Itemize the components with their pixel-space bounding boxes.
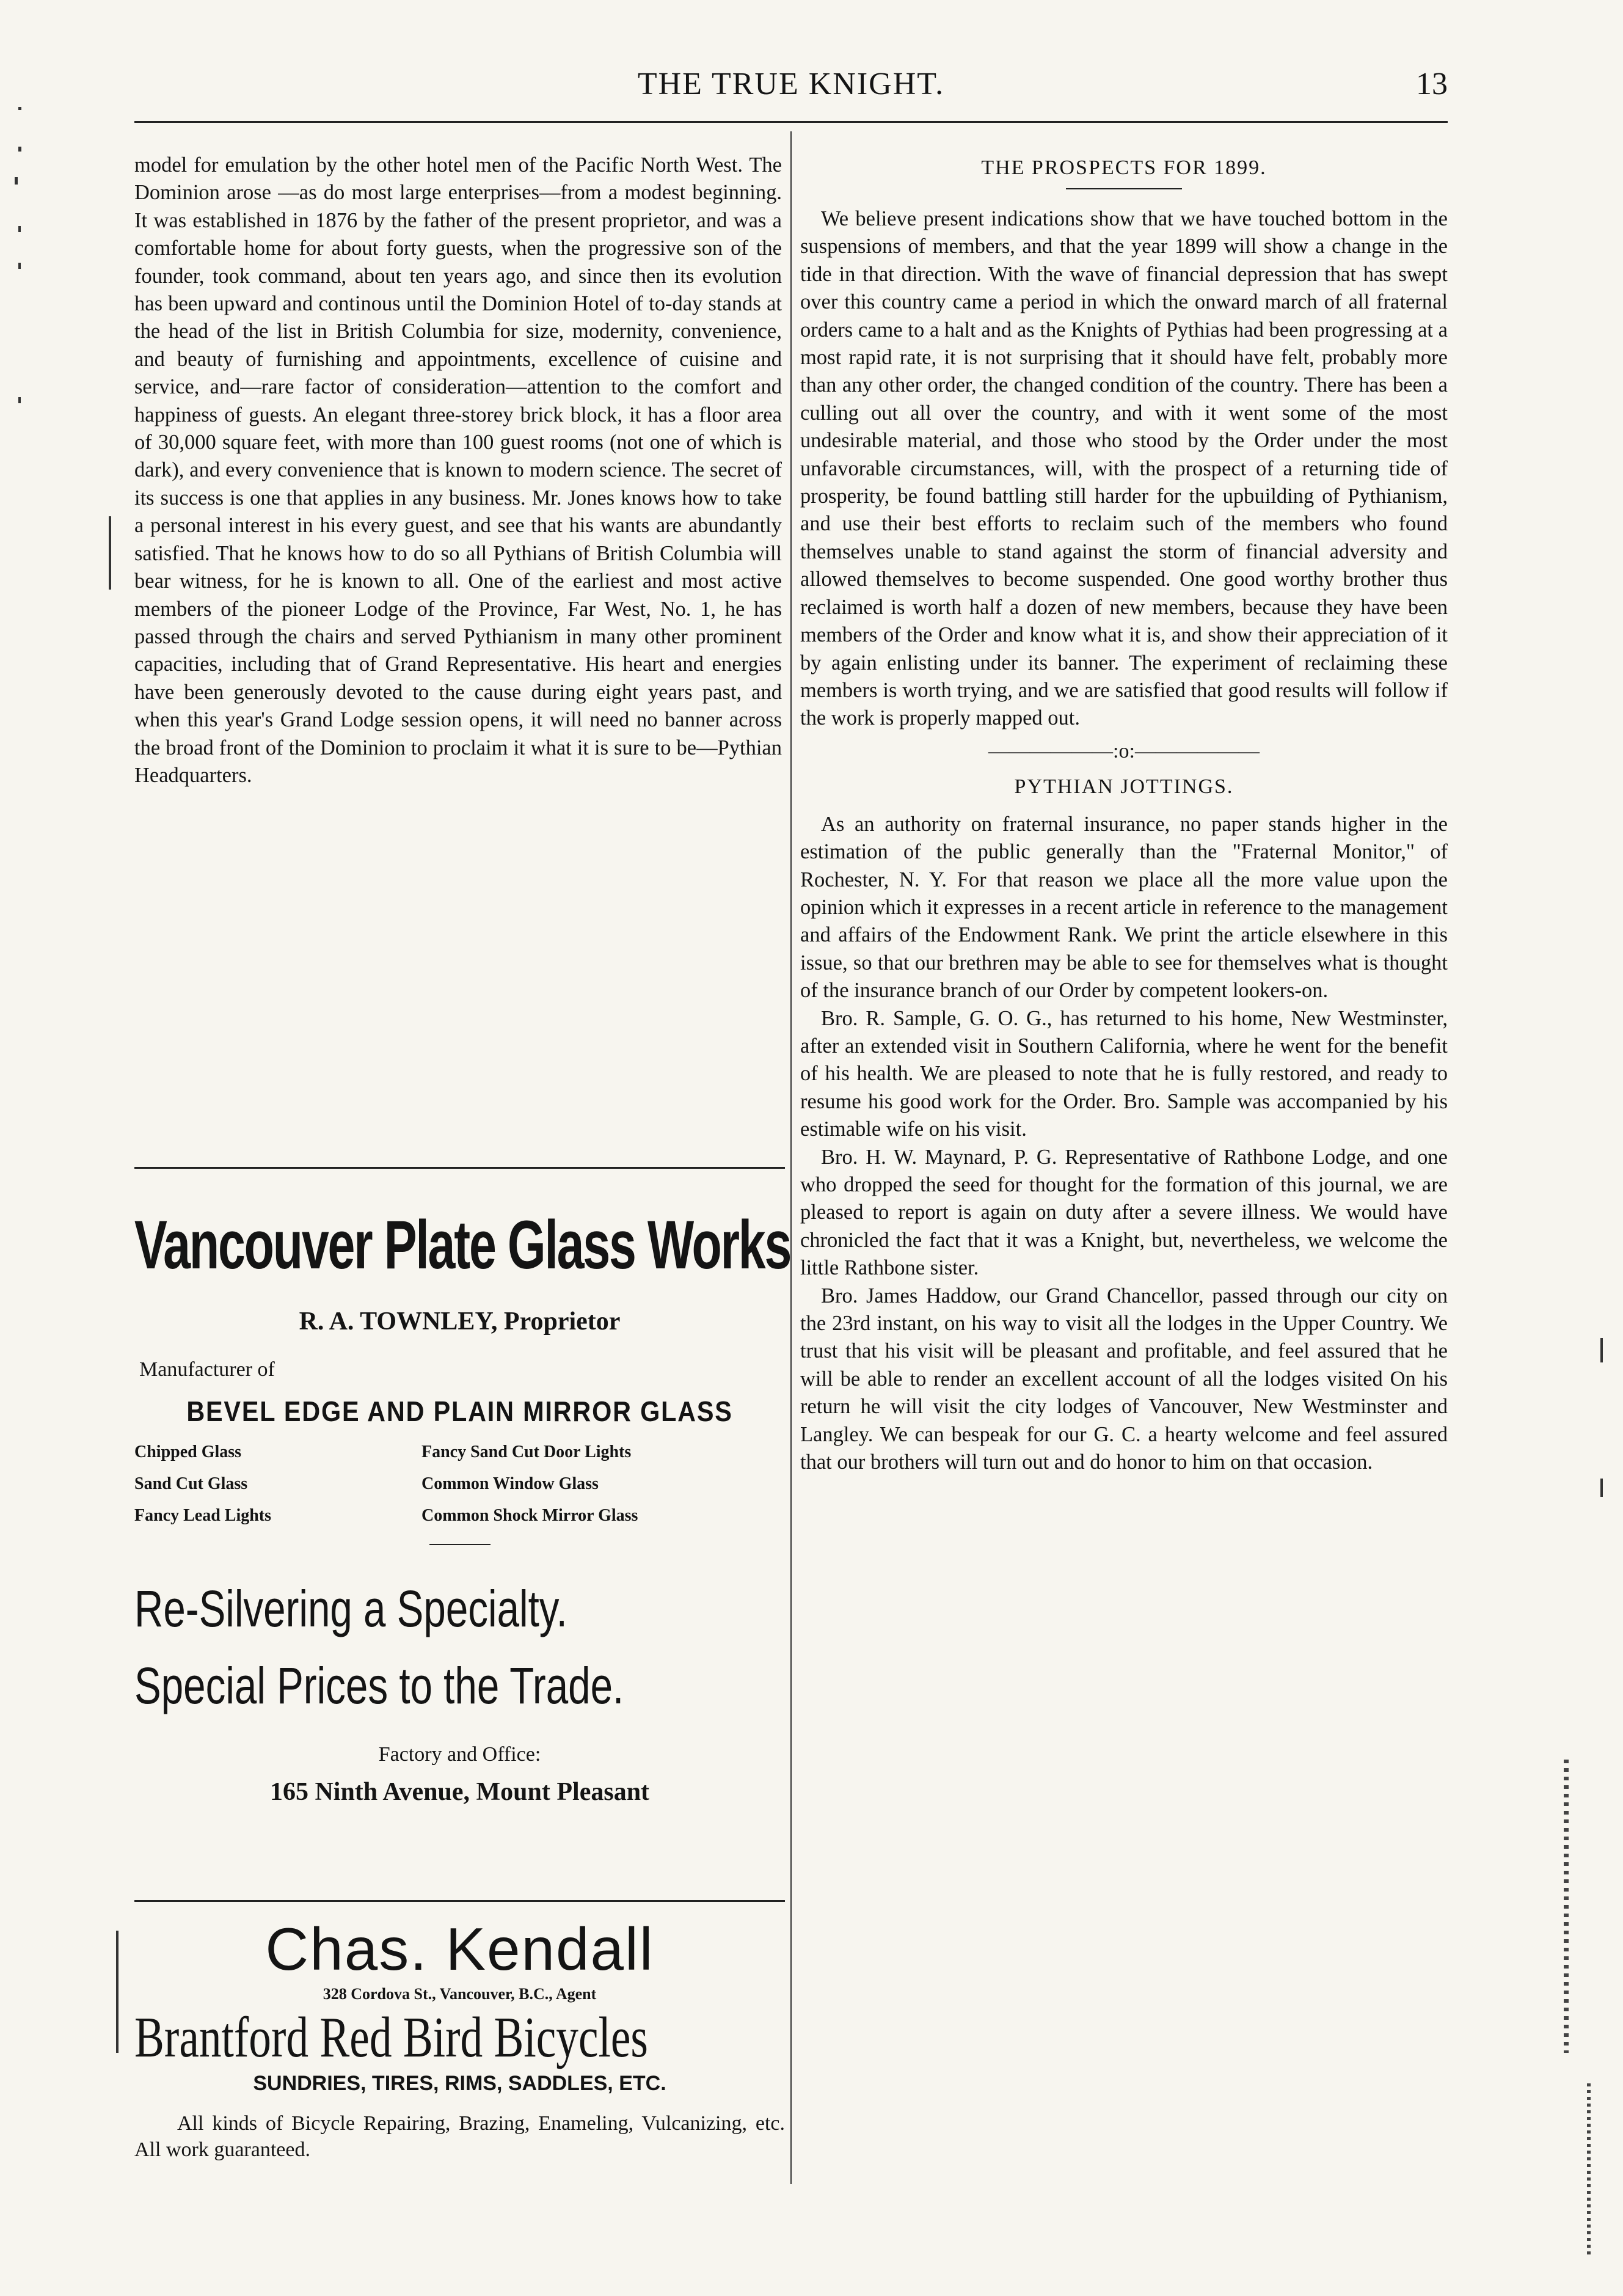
header-rule [134, 121, 1448, 123]
ad-bicycle-brand: Brantford Red Bird Bicycles [134, 2006, 648, 2069]
scan-mark [1600, 1479, 1603, 1497]
jotting-paragraph: As an authority on fraternal insurance, no paper stands higher in the estimation of the public generally than the "Fraternal Monitor," of Rochester, N. Y. For that reason we place all the more value upon the opinion which it expresses in a recent article in reference to the management and affairs of the Endowment Rank. We print the article elsewhere in this issue, so that our brethren may be able to see for themselves what is thought of the insurance branch of our Order by competent lookers-on. [800, 812, 1448, 1003]
ad-product-item: Chipped Glass [134, 1442, 242, 1461]
page-header [134, 66, 1448, 115]
scan-mark [18, 397, 21, 403]
heading-rule [1066, 188, 1182, 189]
scan-mark [109, 516, 111, 590]
ad-divider-rule [134, 1900, 785, 1902]
jotting-paragraph: Bro. James Haddow, our Grand Chancellor, passed through our city on the 23rd instant, on his way to visit all the lodges in the Upper Country. We trust that his visit will be pleasant and profitable, and feel assured that he will be able to render an excellent account of all the lodges visited On his return he will visit the city lodges of Vancouver, New Westminster and Langley. We can bespeak for our G. C. a hearty welcome and feel assured that our brothers will turn out and do honor to him on that occasion. [800, 1284, 1448, 1474]
scan-mark [1587, 2083, 1591, 2254]
ad-product-item: Sand Cut Glass [134, 1474, 248, 1493]
bicycle-advertisement [134, 1900, 785, 2163]
page-number: 13 [1416, 67, 1448, 101]
ad-top-rule [134, 1167, 785, 1169]
jotting-paragraph: Bro. R. Sample, G. O. G., has returned to his home, New Westminster, after an extended visit in Southern California, where he went for the benefit of his health. We are pleased to note that he is fully restored, and ready to resume his good work for the Order. Bro. Sample was accompanied by his estimable wife on his visit. [800, 1006, 1448, 1141]
scan-mark [1564, 1760, 1569, 2053]
scan-mark [1600, 1338, 1603, 1362]
ad-maker-label: Manufacturer of [139, 1358, 275, 1381]
ad-repairs-text: All kinds of Bicycle Repairing, Brazing, Enameling, Vulcanizing, etc. All work guaranteed. [134, 2112, 785, 2161]
ad-address: 165 Ninth Avenue, Mount Pleasant [269, 1778, 650, 1806]
dominion-hotel-article: model for emulation by the other hotel men of the Pacific North West. The Dominion arose —as do most large enterprises—from a modest beginning. It was established in 1876 by the father of the present proprietor, and was a comfortable home for about forty guests, when the progressive son of the founder, took command, about ten years ago, and since then its evolution has been upward and continous until the Dominion Hotel of to-day stands at the head of the list in British Columbia for size, modernity, convenience, and beauty of furnishing and appointments, excellence of cuisine and service, and—rare factor of consideration—attention to the comfort and happiness of guests. An elegant three-storey brick block, it has a floor area of 30,000 square feet, with more than 100 guest rooms (not one of which is dark), and every convenience that is known to modern science. The secret of its success is one that applies in any business. Mr. Jones knows how to take a personal interest in his every guest, and see that his wants are abundantly satisfied. That he knows how to do so all Pythians of British Columbia will bear witness, for he is known to all. One of the earliest and most active members of the pioneer Lodge of the Province, Far West, No. 1, he has passed through the chairs and served Pythianism in many other prominent capacities, including that of Grand Representative. His heart and energies have been generously devoted to the cause during eight years past, and when this year's Grand Lodge session opens, it will need no banner across the broad front of the Dominion to proclaim it what it is sure to be—Pythian Headquarters. [134, 153, 782, 787]
scan-mark [18, 147, 21, 152]
right-column [800, 152, 1448, 1476]
ad-slogan-resilvering: Re-Silvering a Specialty. [134, 1580, 567, 1637]
section-separator: ——————:o:—————— [988, 739, 1260, 762]
scan-mark [15, 177, 18, 185]
ad-short-rule [429, 1544, 491, 1545]
jotting-paragraph: Bro. H. W. Maynard, P. G. Representative of Rathbone Lodge, and one who dropped the seed for thought for the formation of this journal, we are pleased to report is again on duty after a severe illness. We would have chronicled the fact that it was a Knight, but, nevertheless, we welcome the little Rathbone sister. [800, 1145, 1448, 1280]
glass-works-advertisement [134, 1167, 791, 1807]
scan-mark [116, 1931, 119, 2053]
ad-factory-label: Factory and Office: [378, 1743, 541, 1766]
ad-product-item: Fancy Lead Lights [134, 1506, 272, 1525]
ad-product-item: Common Window Glass [421, 1474, 599, 1493]
ad-product-item: Common Shock Mirror Glass [421, 1506, 638, 1525]
scan-mark [18, 226, 21, 232]
ad-sundries: SUNDRIES, TIRES, RIMS, SADDLES, ETC. [253, 2072, 666, 2095]
ad-product-list [134, 1442, 785, 1526]
running-title: THE TRUE KNIGHT. [637, 67, 945, 101]
left-column [134, 152, 782, 789]
ad-agent-address: 328 Cordova St., Vancouver, B.C., Agent [323, 1985, 597, 2003]
jottings-heading: PYTHIAN JOTTINGS. [1014, 775, 1234, 798]
ad-agent-name: Chas. Kendall [265, 1915, 654, 1983]
prospects-heading: THE PROSPECTS FOR 1899. [981, 156, 1267, 179]
scan-mark [18, 263, 21, 269]
ad-proprietor: R. A. TOWNLEY, Proprietor [299, 1307, 621, 1336]
ad-company-name: Vancouver Plate Glass Works [134, 1207, 791, 1283]
ad-product-line: BEVEL EDGE AND PLAIN MIRROR GLASS [186, 1395, 733, 1427]
scan-mark [18, 107, 21, 110]
prospects-article: We believe present indications show that we have touched bottom in the suspensions of members, and that the year 1899 will show a change in the tide in that direction. With the wave of financial depression that has swept over this country came a period in which the onward march of all fraternal orders came to a halt and as the Knights of Pythias had been progressing at a most rapid rate, it is not surprising that it should have felt, probably more than any other order, the changed condition of the country. There has been a culling out all over the country, and with it went some of the most undesirable material, and those who stood by the Order under the most unfavorable circumstances, will, with the prospect of a returning tide of prosperity, be found battling still harder for the upbuilding of Pythianism, and use their best efforts to reclaim such of the members who found themselves unable to stand against the storm of financial adversity and allowed themselves to become suspended. One good worthy brother thus reclaimed is worth half a dozen of new members, because they have been members of the Order and know what it is, and show their appreciation of it by again enlisting under its banner. The experiment of reclaiming these members is worth trying, and we are satisfied that good results will follow if the work is properly mapped out. [800, 207, 1448, 730]
column-divider [790, 131, 792, 2184]
ad-slogan-prices: Special Prices to the Trade. [134, 1657, 624, 1714]
ad-product-item: Fancy Sand Cut Door Lights [421, 1442, 632, 1461]
